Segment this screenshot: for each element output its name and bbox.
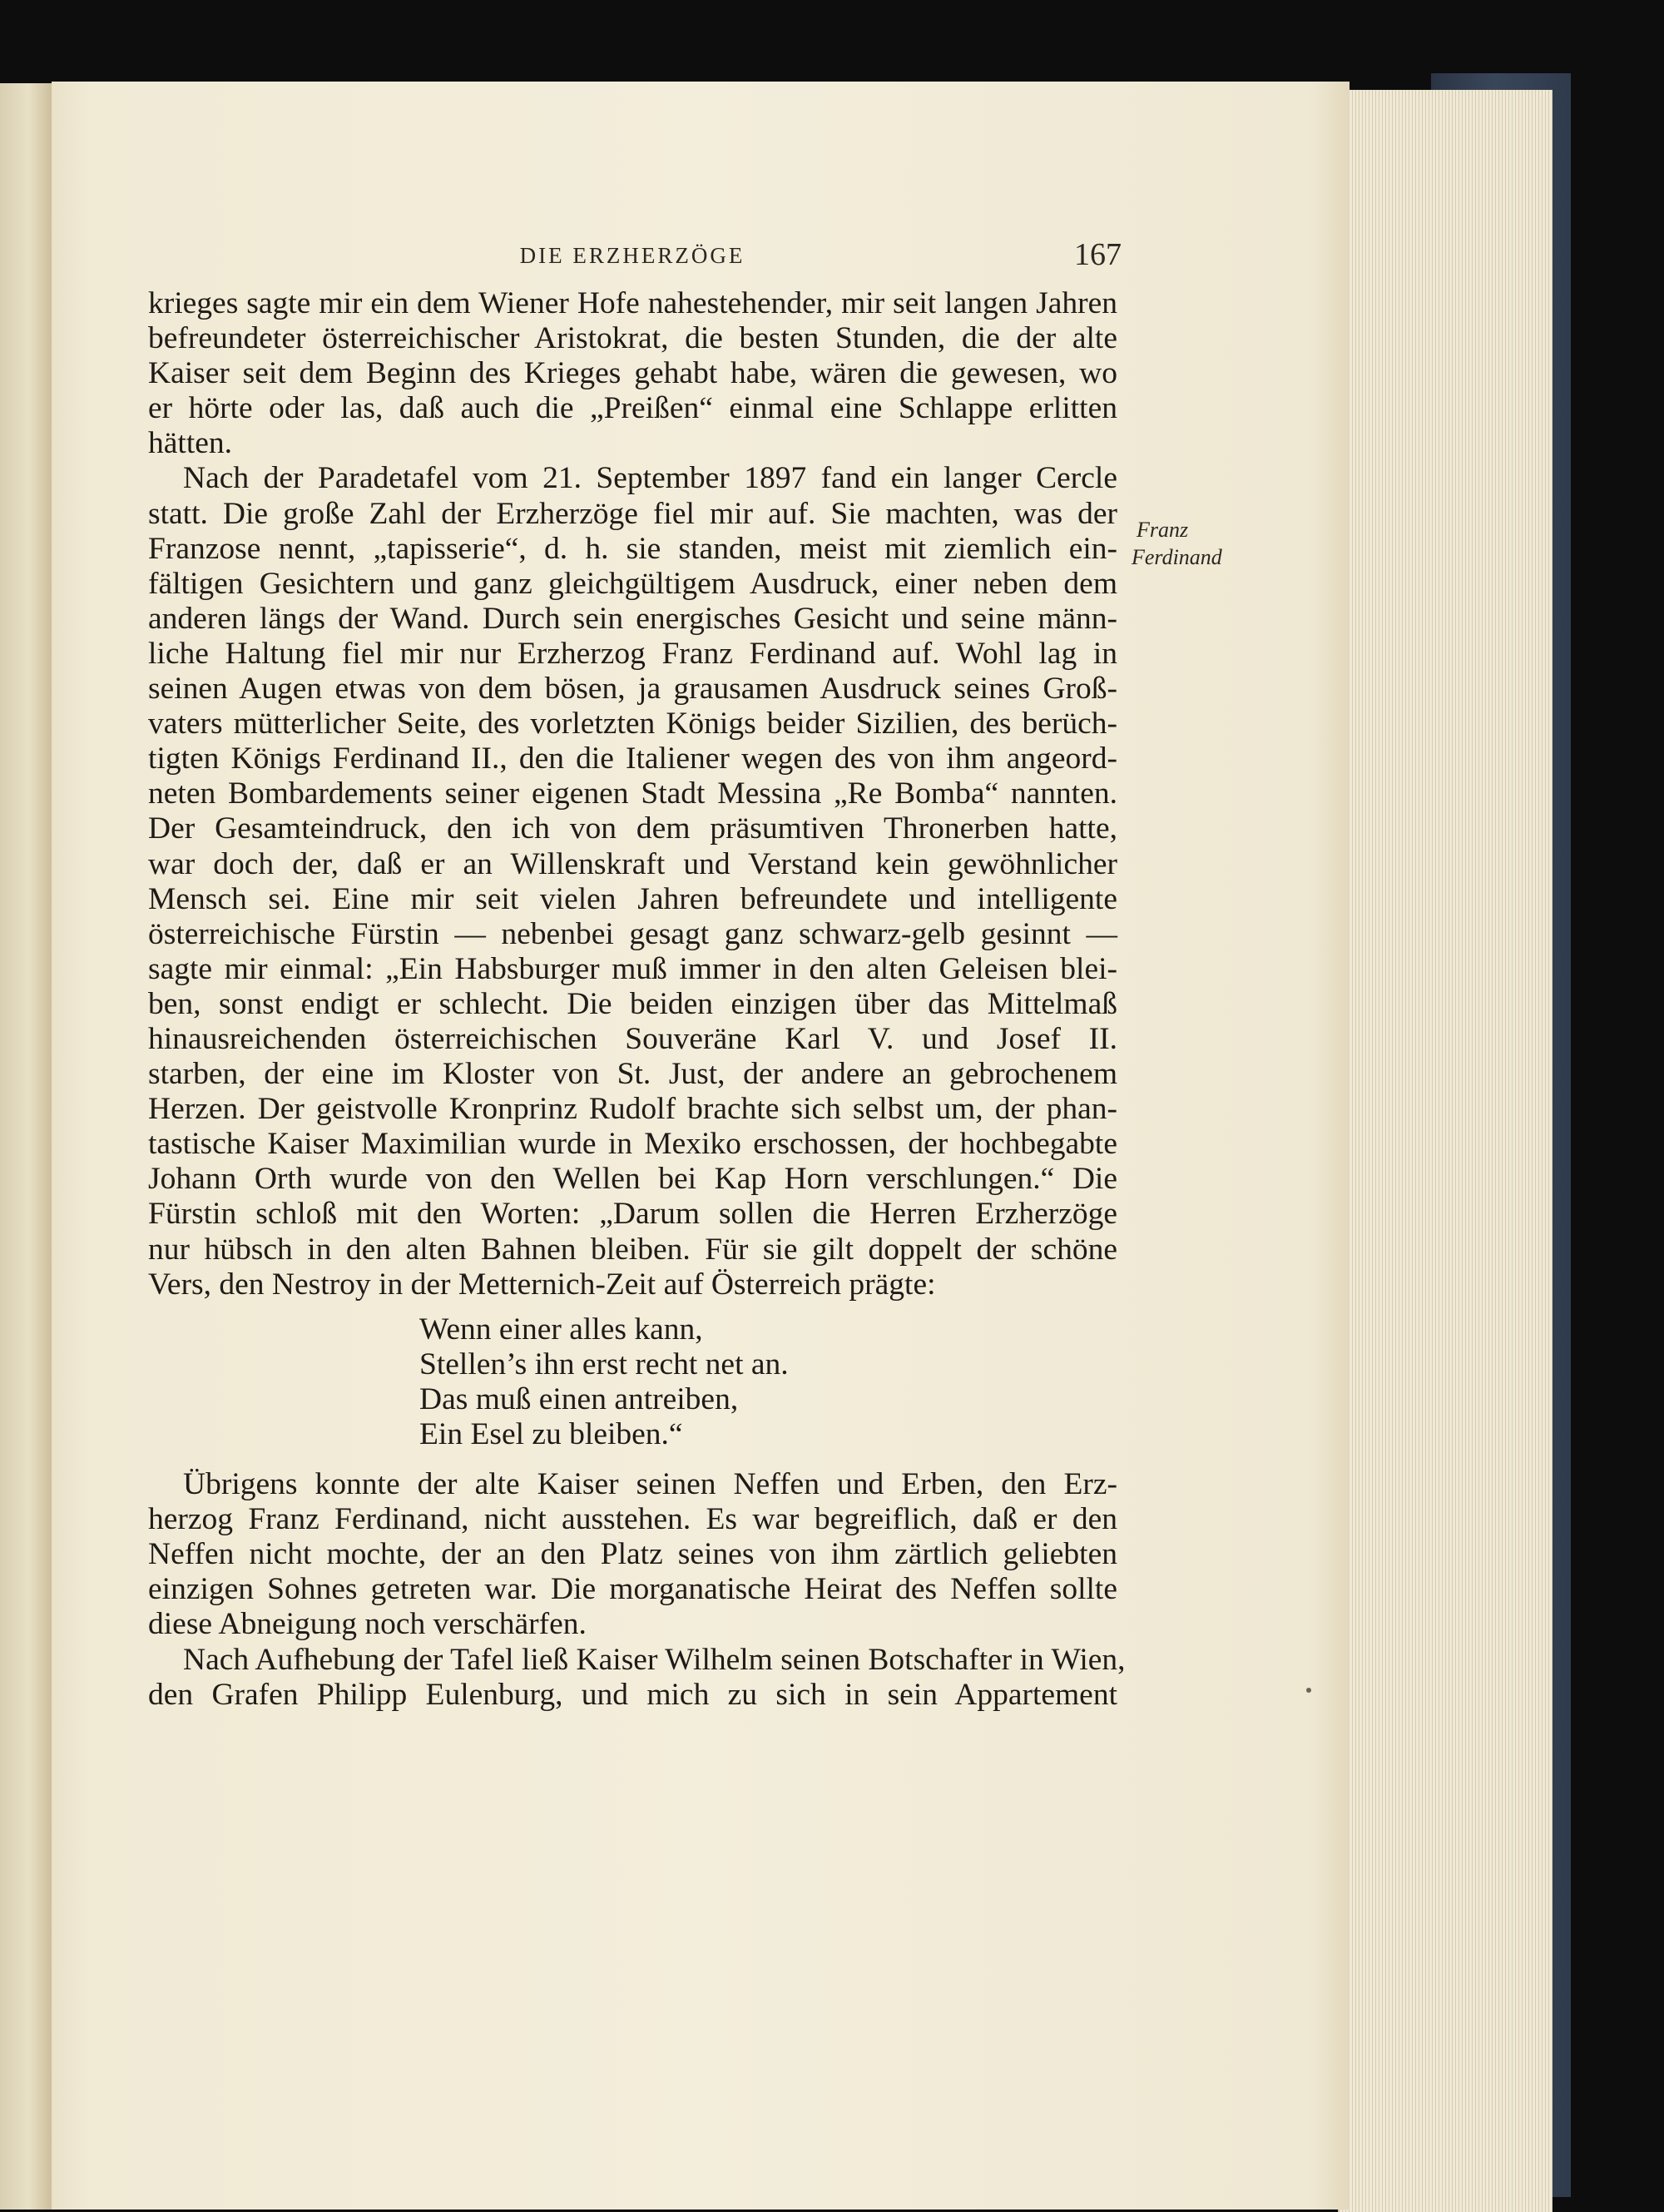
text-line: Fürstin schloß mit den Worten: „Darum sollen die Herren Erzherzöge	[148, 1197, 1117, 1232]
running-head: DIE ERZHERZÖGE	[519, 243, 745, 268]
text-line: war doch der, daß er an Willenskraft und Verstand kein gewöhnlicher	[148, 846, 1117, 881]
verse-line: Ein Esel zu bleiben.“	[419, 1417, 683, 1451]
text-line: hinausreichenden österreichischen Souveräne Karl V. und Josef II.	[148, 1021, 1117, 1056]
text-line: ben, sonst endigt er schlecht. Die beiden einzigen über das Mittelmaß	[148, 986, 1117, 1021]
text-line: Mensch sei. Eine mir seit vielen Jahren befreundete und intelligente	[148, 881, 1117, 916]
text-line: nur hübsch in den alten Bahnen bleiben. Für sie gilt doppelt der schöne	[148, 1232, 1117, 1267]
text-line: sagte mir einmal: „Ein Habsburger muß immer in den alten Geleisen blei-	[148, 951, 1117, 986]
page-number: 167	[1074, 237, 1122, 272]
text-line: österreichische Fürstin — nebenbei gesagt ganz schwarz-gelb gesinnt —	[148, 916, 1117, 951]
text-line: er hörte oder las, daß auch die „Preißen“ einmal eine Schlappe erlitten	[148, 391, 1117, 426]
text-line: starben, der eine im Kloster von St. Just, der andere an gebrochenem	[148, 1057, 1117, 1092]
verse-line: Stellen’s ihn erst recht net an.	[419, 1347, 789, 1381]
text-line: Der Gesamteindruck, den ich von dem präsumtiven Thronerben hatte,	[148, 811, 1117, 846]
text-line: statt. Die große Zahl der Erzherzöge fiel mir auf. Sie machten, was der	[148, 496, 1117, 531]
text-line: hätten.	[148, 426, 233, 461]
verse-line: Das muß einen antreiben,	[419, 1381, 739, 1416]
text-line: Herzen. Der geistvolle Kronprinz Rudolf brachte sich selbst um, der phan-	[148, 1092, 1117, 1127]
body-text	[148, 286, 1126, 1713]
verse-spacing	[148, 1452, 1117, 1467]
verse-block	[148, 1312, 1117, 1452]
text-line: Johann Orth wurde von den Wellen bei Kap Horn verschlungen.“ Die	[148, 1162, 1117, 1197]
text-line: Übrigens konnte der alte Kaiser seinen Neffen und Erben, den Erz-	[183, 1467, 1117, 1502]
verse-line: Wenn einer alles kann,	[419, 1312, 703, 1347]
text-line: den Grafen Philipp Eulenburg, und mich zu sich in sein Appartement	[148, 1677, 1117, 1712]
page-stack-edges	[1338, 90, 1553, 2212]
text-line: Vers, den Nestroy in der Metternich-Zeit auf Österreich prägte:	[148, 1267, 936, 1302]
text-line: liche Haltung fiel mir nur Erzherzog Franz Ferdinand auf. Wohl lag in	[148, 636, 1117, 671]
text-line: krieges sagte mir ein dem Wiener Hofe nahestehender, mir seit langen Jahren	[148, 286, 1117, 320]
verse-spacing	[148, 1302, 1117, 1312]
text-line: vaters mütterlicher Seite, des vorletzten Königs beider Sizilien, des berüch-	[148, 707, 1117, 741]
text-line: Kaiser seit dem Beginn des Krieges gehabt habe, wären die gewesen, wo	[148, 356, 1117, 391]
text-line: seinen Augen etwas von dem bösen, ja grausamen Ausdruck seines Groß-	[148, 672, 1117, 707]
margin-note-line: Ferdinand	[1132, 545, 1222, 569]
text-line: Franzose nennt, „tapisserie“, d. h. sie standen, meist mit ziemlich ein-	[148, 531, 1117, 566]
facing-page-edge	[0, 83, 52, 2210]
text-line: anderen längs der Wand. Durch sein energisches Gesicht und seine männ-	[148, 601, 1117, 636]
text-line: fältigen Gesichtern und ganz gleichgültigem Ausdruck, einer neben dem	[148, 566, 1117, 601]
text-line: Nach der Paradetafel vom 21. September 1897 fand ein langer Cercle	[183, 461, 1117, 496]
margin-note	[1132, 516, 1256, 571]
text-line: herzog Franz Ferdinand, nicht ausstehen. Es war begreiflich, daß er den	[148, 1502, 1117, 1537]
text-line: Nach Aufhebung der Tafel ließ Kaiser Wilhelm seinen Botschafter in Wien,	[183, 1642, 1126, 1677]
text-line: tigten Königs Ferdinand II., den die Italiener wegen des von ihm angeord-	[148, 741, 1117, 776]
text-line: einzigen Sohnes getreten war. Die morganatische Heirat des Neffen sollte	[148, 1572, 1117, 1607]
margin-note-line: Franz	[1137, 518, 1189, 542]
text-line: diese Abneigung noch verschärfen.	[148, 1607, 587, 1642]
text-line: tastische Kaiser Maximilian wurde in Mexiko erschossen, der hochbegabte	[148, 1127, 1117, 1162]
text-line: befreundeter österreichischer Aristokrat, die besten Stunden, die der alte	[148, 321, 1117, 356]
paper-speck	[1306, 1688, 1311, 1693]
text-line: neten Bombardements seiner eigenen Stadt Messina „Re Bomba“ nannten.	[148, 776, 1117, 811]
text-line: Neffen nicht mochte, der an den Platz seines von ihm zärtlich geliebten	[148, 1537, 1117, 1572]
